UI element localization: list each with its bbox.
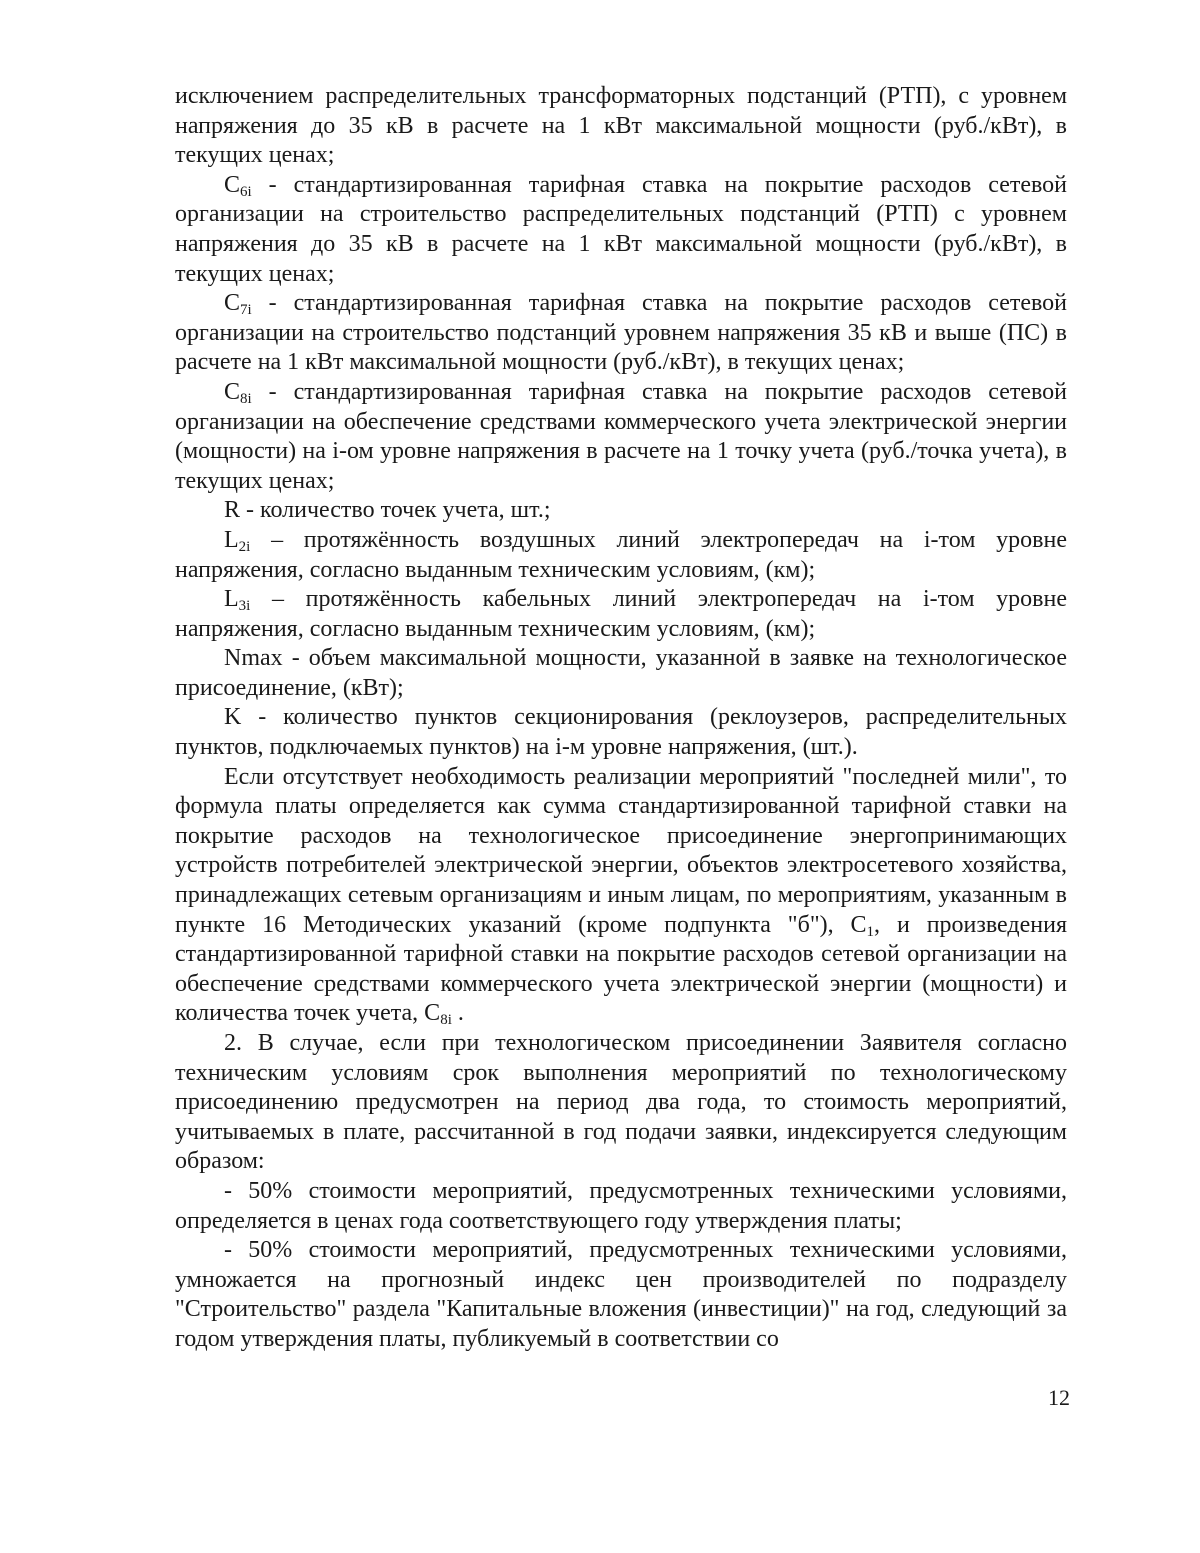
definition-c8i xyxy=(175,378,1067,496)
paragraph-item-2: 2. В случае, если при технологическом присоединении Заявителя согласно техническим условиям срок выполнения мероприятий по технологическому присоединению предусмотрен на период два года, то стоимость мероприятий, учитываемых в плате, рассчитанной в год подачи заявки, индексируется следующим образом: xyxy=(175,1030,1067,1175)
definition-text: - стандартизированная тарифная ставка на покрытие расходов сетевой организации на обеспечение средствами коммерческого учета электрической энергии (мощности) на i-ом уровне напряжения в расчете на 1 точку учета (руб./точка учета), в текущих ценах; xyxy=(175,378,1067,494)
list-item-50-percent-indexed: - 50% стоимости мероприятий, предусмотренных техническими условиями, умножается на прогнозный индекс цен производителей по подразделу "Строительство" раздела "Капитальные вложения (инвестиции)" на год, следующий за годом утверждения платы, публикуемый в соответствии со xyxy=(175,1237,1067,1352)
definition-text: - стандартизированная тарифная ставка на покрытие расходов сетевой организации на строительство подстанций уровнем напряжения 35 кВ и выше (ПС) в расчете на 1 кВт максимальной мощности (руб./кВт), в текущих ценах; xyxy=(175,290,1067,376)
paragraph-rtp-exclusion: исключением распределительных трансформаторных подстанций (РТП), с уровнем напряжения до 35 кВ в расчете на 1 кВт максимальной мощности (руб./кВт), в текущих ценах; xyxy=(175,83,1067,169)
definition-l2i xyxy=(175,526,1067,585)
subscript-7i: 7i xyxy=(240,302,252,319)
definition-text: - стандартизированная тарифная ставка на покрытие расходов сетевой организации на строительство распределительных подстанций (РТП) с уровнем напряжения до 35 кВ в расчете на 1 кВт максимальной мощности (руб./кВт), в текущих ценах; xyxy=(175,171,1067,287)
subscript-2i: 2i xyxy=(238,538,251,555)
symbol-l: L xyxy=(224,526,239,553)
paragraph-text: Если отсутствует необходимость реализации мероприятий "последней мили", то формула платы определяется как сумма стандартизированной тарифной ставки на покрытие расходов на технологическое присоединение энергопринимающих устройств потребителей электрической энергии, объектов электросетевого хозяйства, принадлежащих сетевым организациям и иным лицам, по мероприятиям, указанным в пункте 16 Методических указаний (кроме подпункта "б"), xyxy=(175,763,1067,938)
symbol-c: C xyxy=(224,378,241,405)
definition-c6i xyxy=(175,171,1067,289)
list-item-50-percent-base: - 50% стоимости мероприятий, предусмотренных техническими условиями, определяется в ценах года соответствующего году утверждения платы; xyxy=(175,1177,1067,1234)
symbol-c: C xyxy=(850,911,867,938)
definition-c7i xyxy=(175,289,1067,378)
page-number: 12 xyxy=(1048,1385,1070,1410)
subscript-1: 1 xyxy=(866,923,875,940)
subscript-6i: 6i xyxy=(240,183,252,200)
paragraph-text: . xyxy=(451,1000,464,1027)
symbol-c: C xyxy=(224,171,241,198)
document-body xyxy=(175,82,1067,1355)
subscript-8i: 8i xyxy=(440,1012,452,1029)
subscript-8i: 8i xyxy=(240,390,252,407)
definition-text: – протяжённость кабельных линий электропередач на i-том уровне напряжения, согласно выданным техническим условиям, (км); xyxy=(175,586,1067,642)
definition-k: K - количество пунктов секционирования (реклоузеров, распределительных пунктов, подключаемых пунктов) на i-м уровне напряжения, (шт.). xyxy=(175,704,1067,761)
subscript-3i: 3i xyxy=(238,598,251,615)
paragraph-last-mile xyxy=(175,763,1067,1029)
paragraph-text: , и произведения стандартизированной тарифной ставки на покрытие расходов сетевой организации на обеспечение средствами коммерческого учета электрической энергии (мощности) и количества точек учета, xyxy=(175,911,1067,1027)
definition-l3i xyxy=(175,585,1067,644)
symbol-l: L xyxy=(224,586,239,613)
symbol-c: C xyxy=(224,290,241,317)
definition-text: – протяжённость воздушных линий электропередач на i-том уровне напряжения, согласно выданным техническим условиям, (км); xyxy=(175,526,1067,583)
definition-r: R - количество точек учета, шт.; xyxy=(224,497,551,524)
symbol-c: C xyxy=(424,1000,441,1027)
definition-nmax: Nmax - объем максимальной мощности, указанной в заявке на технологическое присоединение, (кВт); xyxy=(175,645,1067,701)
